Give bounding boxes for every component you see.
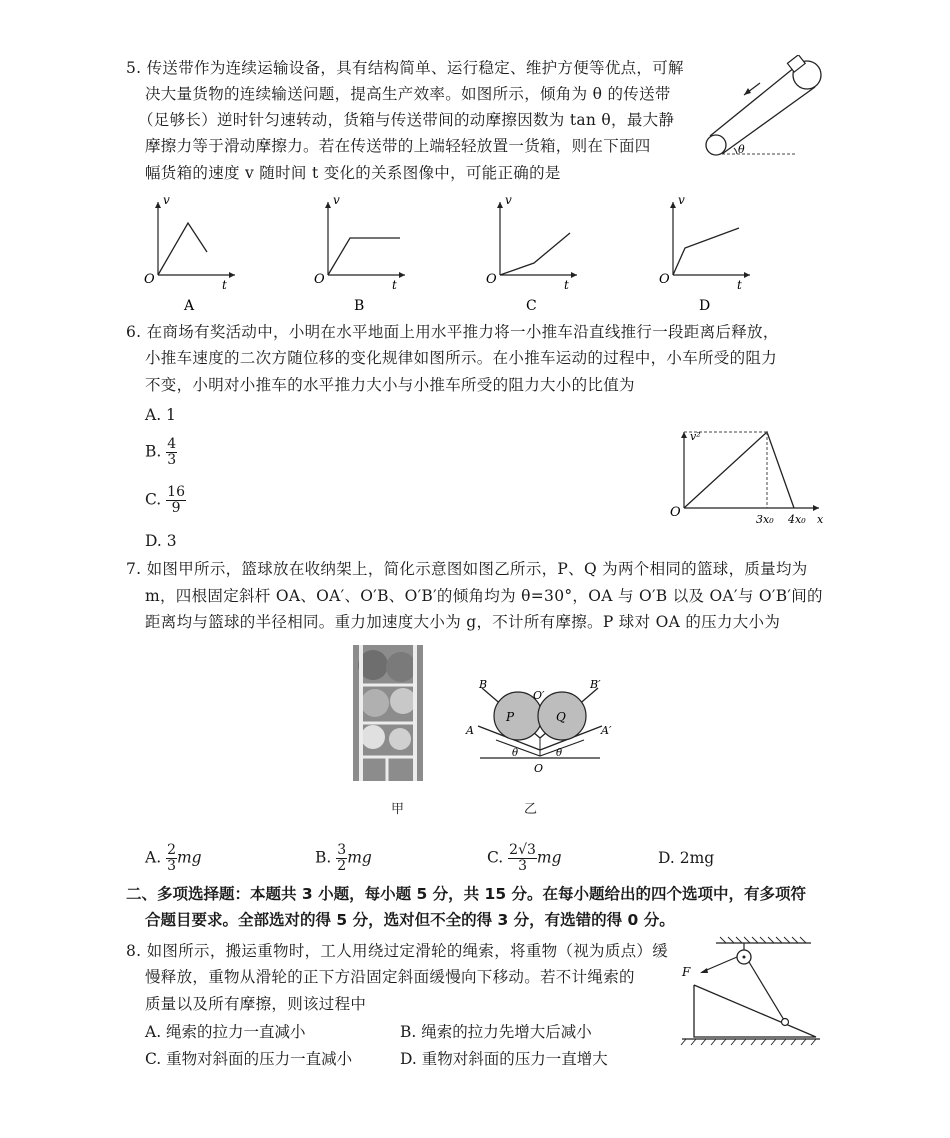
q6-line-3: 不变，小明对小推车的水平推力大小与小推车所受的阻力大小的比值为 [145, 376, 635, 394]
graph-a-letter: A [184, 298, 195, 314]
graph-d-letter: D [699, 298, 711, 314]
figure-jia-caption: 甲 [391, 802, 405, 817]
q5-line-2: 决大量货物的连续输送问题，提高生产效率。如图所示，倾角为 θ 的传送带 [145, 85, 671, 103]
q8-option-d: D. 重物对斜面的压力一直增大 [400, 1050, 608, 1068]
q7-line-2: m，四根固定斜杆 OA、OA′、O′B、O′B′的倾角均为 θ=30°，OA 与 O′B 以及 OA′与 O′B′间的 [145, 587, 823, 605]
label-o: O [534, 762, 544, 775]
q5-line-3: （足够长）逆时针匀速转动，货箱与传送带间的动摩擦因数为 tan θ，最大静 [138, 111, 675, 129]
q6-option-b-num: 4 [167, 436, 177, 452]
graph-d-t: t [737, 278, 742, 292]
label-b-prime: B′ [590, 678, 601, 691]
q7-option-c [487, 843, 562, 874]
q6-option-a: A. 1 [145, 406, 176, 424]
q8-option-c: C. 重物对斜面的压力一直减小 [145, 1050, 353, 1068]
q5-line-4: 摩擦力等于滑动摩擦力。若在传送带的上端轻轻放置一货箱，则在下面四 [145, 137, 651, 155]
q8-line-1: 8. 如图所示，搬运重物时，工人用绕过定滑轮的绳索，将重物（视为质点）缓 [126, 942, 669, 960]
graph-a-v: v [163, 193, 170, 207]
q7-option-b-unit: mg [347, 848, 372, 867]
label-a: A [466, 724, 474, 737]
q5-line-5: 幅货箱的速度 v 随时间 t 变化的关系图像中，可能正确的是 [145, 164, 561, 182]
graph-b [310, 190, 430, 315]
conveyor-belt-diagram [700, 55, 830, 165]
q7-line-3: 距离均与篮球的半径相同。重力加速度大小为 g，不计所有摩擦。P 球对 OA 的压力大小为 [145, 613, 781, 631]
graph-a-origin: O [144, 272, 155, 287]
graph-b-origin: O [314, 272, 325, 287]
figure-yi-caption: 乙 [524, 802, 538, 817]
q8-line-2: 慢释放，重物从滑轮的正下方沿固定斜面缓慢向下移动。若不计绳索的 [145, 968, 635, 986]
q8-line-3: 质量以及所有摩擦，则该过程中 [145, 995, 367, 1013]
graph-b-v: v [333, 193, 340, 207]
label-q: Q [556, 710, 566, 724]
v2-label: v² [690, 430, 701, 443]
v2-x-graph [664, 428, 834, 528]
rack-diagram [460, 672, 620, 780]
q7-option-c-num: 2√3 [509, 842, 536, 858]
section-2-heading-line-1: 二、多项选择题：本题共 3 小题，每小题 5 分，共 15 分。在每小题给出的四个选项中，有多项符 [126, 885, 807, 903]
force-f-label: F [682, 965, 691, 979]
q6-option-c-den: 9 [171, 500, 181, 516]
q6-option-c [145, 485, 186, 516]
q6-option-d: D. 3 [145, 532, 177, 550]
graph-c-v: v [505, 193, 512, 207]
graph-c [482, 190, 602, 315]
q7-option-c-label: C. [487, 848, 504, 867]
q6-option-c-num: 16 [167, 484, 185, 500]
label-theta-right: θ [556, 748, 563, 759]
graph-a [140, 190, 260, 315]
q7-option-b-label: B. [315, 848, 332, 867]
graph-b-letter: B [354, 298, 365, 314]
graph-b-t: t [392, 278, 397, 292]
q8-option-b: B. 绳索的拉力先增大后减小 [400, 1023, 592, 1041]
graph-d [655, 190, 775, 315]
graph-c-origin: O [486, 272, 497, 287]
graph-d-origin: O [659, 272, 670, 287]
basketball-rack-photo [353, 645, 423, 781]
q7-option-c-unit: mg [536, 848, 562, 867]
pulley-incline-diagram [676, 935, 826, 1047]
label-a-prime: A′ [601, 724, 612, 737]
q6-option-b-label: B. [145, 442, 162, 461]
q6-line-1: 6. 在商场有奖活动中，小明在水平地面上用水平推力将一小推车沿直线推行一段距离后释放， [126, 323, 779, 341]
q7-option-a-num: 2 [167, 842, 176, 858]
q7-option-a-label: A. [145, 848, 162, 867]
graph-c-letter: C [526, 298, 537, 314]
q7-option-b [315, 843, 372, 874]
q7-line-1: 7. 如图甲所示，篮球放在收纳架上，简化示意图如图乙所示，P、Q 为两个相同的篮球，质量均为 [126, 560, 808, 578]
q7-option-b-num: 3 [337, 842, 347, 858]
q7-option-c-den: 3 [518, 858, 527, 874]
q7-option-a-den: 3 [167, 858, 176, 874]
section-2-heading-line-2: 合题目要求。全部选对的得 5 分，选对但不全的得 3 分，有选错的得 0 分。 [145, 911, 675, 929]
label-theta-left: θ [512, 748, 519, 759]
q6-option-b [145, 437, 177, 468]
v2-graph-origin: O [670, 505, 681, 520]
label-b: B [479, 678, 488, 691]
q6-line-2: 小推车速度的二次方随位移的变化规律如图所示。在小推车运动的过程中，小车所受的阻力 [145, 349, 778, 367]
tick-4x0: 4x₀ [788, 513, 806, 526]
q7-option-a-unit: mg [176, 848, 202, 867]
x-axis-label: x [817, 513, 824, 526]
graph-d-v: v [678, 193, 685, 207]
graph-c-t: t [564, 278, 569, 292]
label-o-prime: O′ [533, 689, 545, 702]
q7-option-a [145, 843, 202, 874]
q7-option-d: D. 2mg [658, 849, 715, 867]
q8-option-a: A. 绳索的拉力一直减小 [145, 1023, 306, 1041]
graph-a-t: t [222, 278, 227, 292]
label-p: P [506, 710, 515, 724]
theta-label: θ [738, 143, 745, 156]
q5-line-1: 5. 传送带作为连续运输设备，具有结构简单、运行稳定、维护方便等优点，可解 [126, 59, 684, 77]
tick-3x0: 3x₀ [756, 513, 774, 526]
q6-option-c-label: C. [145, 490, 162, 509]
q7-option-b-den: 2 [337, 858, 347, 874]
q6-option-b-den: 3 [167, 452, 177, 468]
